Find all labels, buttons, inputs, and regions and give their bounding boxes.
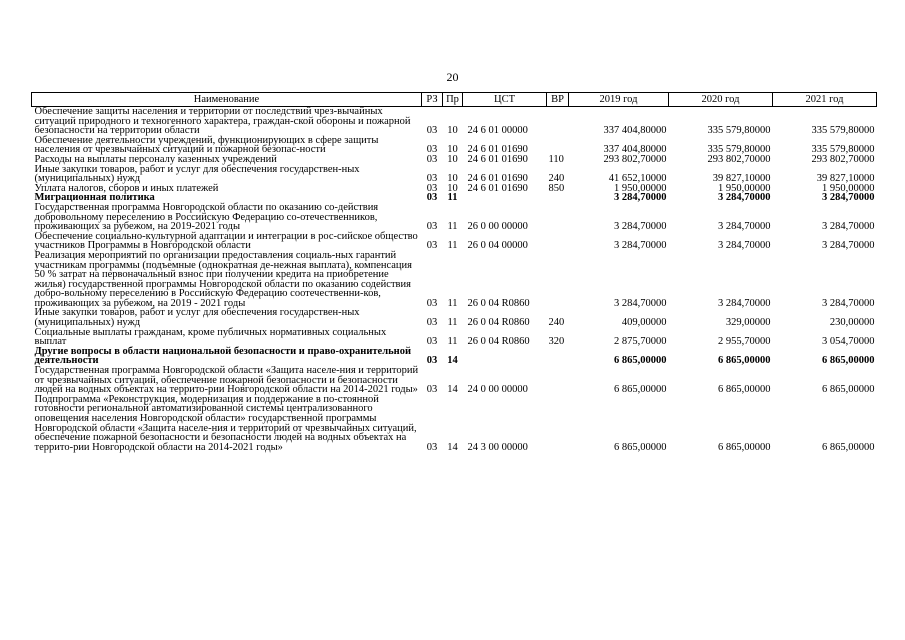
table-row	[32, 328, 877, 347]
cell-vr: 240	[548, 173, 565, 185]
cell-2020: 6 865,00000	[718, 355, 771, 367]
cell-name: Государственная программа Новгородской области по оказанию со-действия добровольному переселению в Российскую Федерацию со-отечественников, проживающих за рубежом, на 2019-2021 годы	[34, 201, 379, 233]
cell-2021: 230,00000	[829, 317, 875, 329]
cell-pr: 10	[447, 182, 458, 194]
header-vr: ВР	[547, 93, 569, 107]
cell-2019: 293 802,70000	[603, 153, 667, 165]
cell-name: Реализация мероприятий по организации предоставления социаль-ных гарантий участникам программы (подъемные (однократная де-нежная выплата), компенсация 50 % затрат на первоначальный взнос при получении кредита на приобретение жилья) государственной программы Новгородской области по оказанию содействия добро-вольному переселению в Российскую Федерацию соотечественни-ков, проживающих за рубежом, на 2019 - 2021 годы	[34, 249, 413, 309]
cell-2019: 41 652,10000	[608, 173, 667, 185]
cell-pr: 14	[447, 441, 458, 453]
cell-cst: 26 0 04 R0860	[467, 297, 530, 309]
table-row	[32, 232, 877, 251]
cell-name: Социальные выплаты гражданам, кроме публичных нормативных социальных выплат	[34, 326, 387, 348]
cell-rz: 03	[426, 221, 438, 233]
cell-2020: 6 865,00000	[718, 384, 771, 396]
cell-2021: 335 579,80000	[811, 125, 875, 137]
table-row	[32, 366, 877, 395]
cell-2019: 3 284,70000	[614, 297, 667, 309]
table-row	[32, 136, 877, 155]
header-2020: 2020 год	[669, 93, 773, 107]
cell-name: Другие вопросы в области национальной безопасности и право-охранительной деятельности	[34, 345, 412, 367]
cell-2021: 6 865,00000	[822, 384, 875, 396]
cell-pr: 14	[447, 384, 458, 396]
cell-cst: 24 6 01 01690	[467, 182, 528, 194]
cell-rz: 03	[426, 317, 438, 329]
cell-pr: 11	[447, 192, 458, 204]
cell-2020: 39 827,10000	[712, 173, 771, 185]
cell-rz: 03	[426, 384, 438, 396]
cell-pr: 11	[447, 297, 458, 309]
cell-pr: 11	[447, 317, 458, 329]
cell-vr: 850	[548, 182, 565, 194]
table-row	[32, 308, 877, 327]
cell-vr	[547, 193, 569, 203]
cell-2019: 337 404,80000	[603, 125, 667, 137]
cell-2020: 335 579,80000	[707, 125, 771, 137]
table-row	[32, 251, 877, 309]
header-pr: Пр	[443, 93, 463, 107]
cell-cst	[463, 347, 547, 366]
cell-2020: 329,00000	[725, 317, 771, 329]
cell-2019: 3 284,70000	[614, 221, 667, 233]
cell-vr	[547, 366, 569, 395]
cell-2019: 3 284,70000	[614, 192, 667, 204]
cell-name: Обеспечение социально-культурной адаптации и интеграции в рос-сийское общество участников Программы в Новгородской области	[34, 230, 418, 252]
cell-2020: 3 284,70000	[718, 192, 771, 204]
cell-2021: 3 284,70000	[822, 240, 875, 252]
cell-name: Иные закупки товаров, работ и услуг для обеспечения государствен-ных (муниципальных) нужд	[34, 307, 360, 329]
header-name: Наименование	[32, 93, 422, 107]
cell-vr: 110	[548, 153, 564, 165]
cell-vr	[547, 136, 569, 155]
cell-name: Иные закупки товаров, работ и услуг для обеспечения государствен-ных (муниципальных) нужд	[34, 163, 360, 185]
cell-2020: 3 284,70000	[718, 297, 771, 309]
table-row	[32, 395, 877, 453]
cell-2021: 6 865,00000	[822, 441, 875, 453]
cell-2019: 6 865,00000	[614, 355, 667, 367]
cell-rz: 03	[426, 153, 438, 165]
cell-2020: 335 579,80000	[707, 144, 771, 156]
cell-rz: 03	[426, 182, 438, 194]
cell-cst: 24 3 00 00000	[467, 441, 528, 453]
cell-2021: 1 950,00000	[822, 182, 875, 194]
cell-cst: 26 0 04 R0860	[467, 336, 530, 348]
cell-name: Государственная программа Новгородской области «Защита населе-ния и территорий от чрезвычайных ситуаций, обеспечение пожарной безопасности и безопасности людей на водных объектах на террито-рии Новгородской области на 2014-2021 годы»	[34, 365, 419, 396]
table-row	[32, 107, 877, 136]
cell-2019: 1 950,00000	[614, 182, 667, 194]
cell-2021: 39 827,10000	[816, 173, 875, 185]
cell-2021: 3 284,70000	[822, 221, 875, 233]
cell-pr: 10	[447, 144, 458, 156]
cell-name: Уплата налогов, сборов и иных платежей	[34, 182, 219, 194]
cell-2020: 6 865,00000	[718, 441, 771, 453]
cell-2021: 293 802,70000	[811, 153, 875, 165]
page-number: 20	[446, 70, 459, 84]
cell-vr	[547, 347, 569, 366]
cell-name: Миграционная политика	[34, 192, 155, 204]
cell-vr: 320	[548, 336, 565, 348]
table-row	[32, 165, 877, 184]
cell-cst: 24 6 01 01690	[467, 153, 528, 165]
cell-2021: 3 284,70000	[822, 297, 875, 309]
cell-2020: 3 284,70000	[718, 221, 771, 233]
table-body	[32, 107, 877, 453]
cell-vr	[547, 395, 569, 453]
cell-2019: 337 404,80000	[603, 144, 667, 156]
cell-pr: 11	[447, 221, 458, 233]
cell-2019: 3 284,70000	[614, 240, 667, 252]
cell-2019: 2 875,70000	[614, 336, 667, 348]
cell-pr: 10	[447, 153, 458, 165]
cell-2019: 409,00000	[621, 317, 667, 329]
cell-cst: 24 6 01 00000	[467, 125, 528, 137]
header-cst: ЦСТ	[463, 93, 547, 107]
cell-vr	[547, 107, 569, 136]
cell-name: Подпрограмма «Реконструкция, модернизация и поддержание в по-стоянной готовности региональной автоматизированной системы централизованного оповещения населения Новгородской области» государственной программы Новгородской области «Защита населе-ния и территорий от чрезвычайных ситуаций, обеспечение пожарной безопасности и безопасности людей на водных объектах на террито-рии Новгородской области на 2014-2021 годы»	[34, 393, 417, 453]
header-rz: РЗ	[422, 93, 443, 107]
cell-2019: 6 865,00000	[614, 441, 667, 453]
cell-rz: 03	[426, 441, 438, 453]
header-2021: 2021 год	[773, 93, 877, 107]
cell-pr: 10	[447, 125, 458, 137]
cell-rz: 03	[426, 355, 438, 367]
cell-vr: 240	[548, 317, 565, 329]
cell-pr: 10	[447, 173, 458, 185]
budget-table	[31, 92, 877, 452]
cell-2021: 3 054,70000	[822, 336, 875, 348]
cell-vr	[547, 232, 569, 251]
cell-cst: 26 0 00 00000	[467, 221, 528, 233]
cell-2020: 293 802,70000	[707, 153, 771, 165]
cell-rz: 03	[426, 336, 438, 348]
cell-2019: 6 865,00000	[614, 384, 667, 396]
cell-2020: 3 284,70000	[718, 240, 771, 252]
cell-name: Расходы на выплаты персоналу казенных учреждений	[34, 153, 277, 165]
cell-rz: 03	[426, 240, 438, 252]
cell-2020: 1 950,00000	[718, 182, 771, 194]
cell-2020: 2 955,70000	[718, 336, 771, 348]
header-2019: 2019 год	[569, 93, 669, 107]
cell-vr	[547, 203, 569, 232]
table-header-row	[32, 93, 877, 107]
cell-rz: 03	[426, 144, 438, 156]
cell-cst: 24 6 01 01690	[467, 173, 528, 185]
cell-vr	[547, 251, 569, 309]
cell-rz: 03	[426, 125, 438, 137]
cell-pr: 14	[447, 355, 458, 367]
cell-name: Обеспечение деятельности учреждений, функционирующих в сфере защиты населения от чрезвычайных ситуаций и пожарной безопас-ности	[34, 134, 379, 156]
cell-cst: 26 0 04 00000	[467, 240, 528, 252]
cell-cst: 26 0 04 R0860	[467, 317, 530, 329]
cell-cst: 24 6 01 01690	[467, 144, 528, 156]
cell-rz: 03	[426, 192, 438, 204]
table-row	[32, 203, 877, 232]
cell-rz: 03	[426, 173, 438, 185]
table-row	[32, 347, 877, 366]
cell-pr: 11	[447, 240, 458, 252]
cell-cst	[463, 193, 547, 203]
cell-cst: 24 0 00 00000	[467, 384, 528, 396]
cell-2021: 3 284,70000	[822, 192, 875, 204]
cell-2021: 6 865,00000	[822, 355, 875, 367]
cell-2021: 335 579,80000	[811, 144, 875, 156]
cell-pr: 11	[447, 336, 458, 348]
cell-rz: 03	[426, 297, 438, 309]
cell-name: Обеспечение защиты населения и территории от последствий чрез-вычайных ситуаций природного и техногенного характера, граждан-ской обороны и пожарной безопасности на территории области	[34, 106, 411, 137]
